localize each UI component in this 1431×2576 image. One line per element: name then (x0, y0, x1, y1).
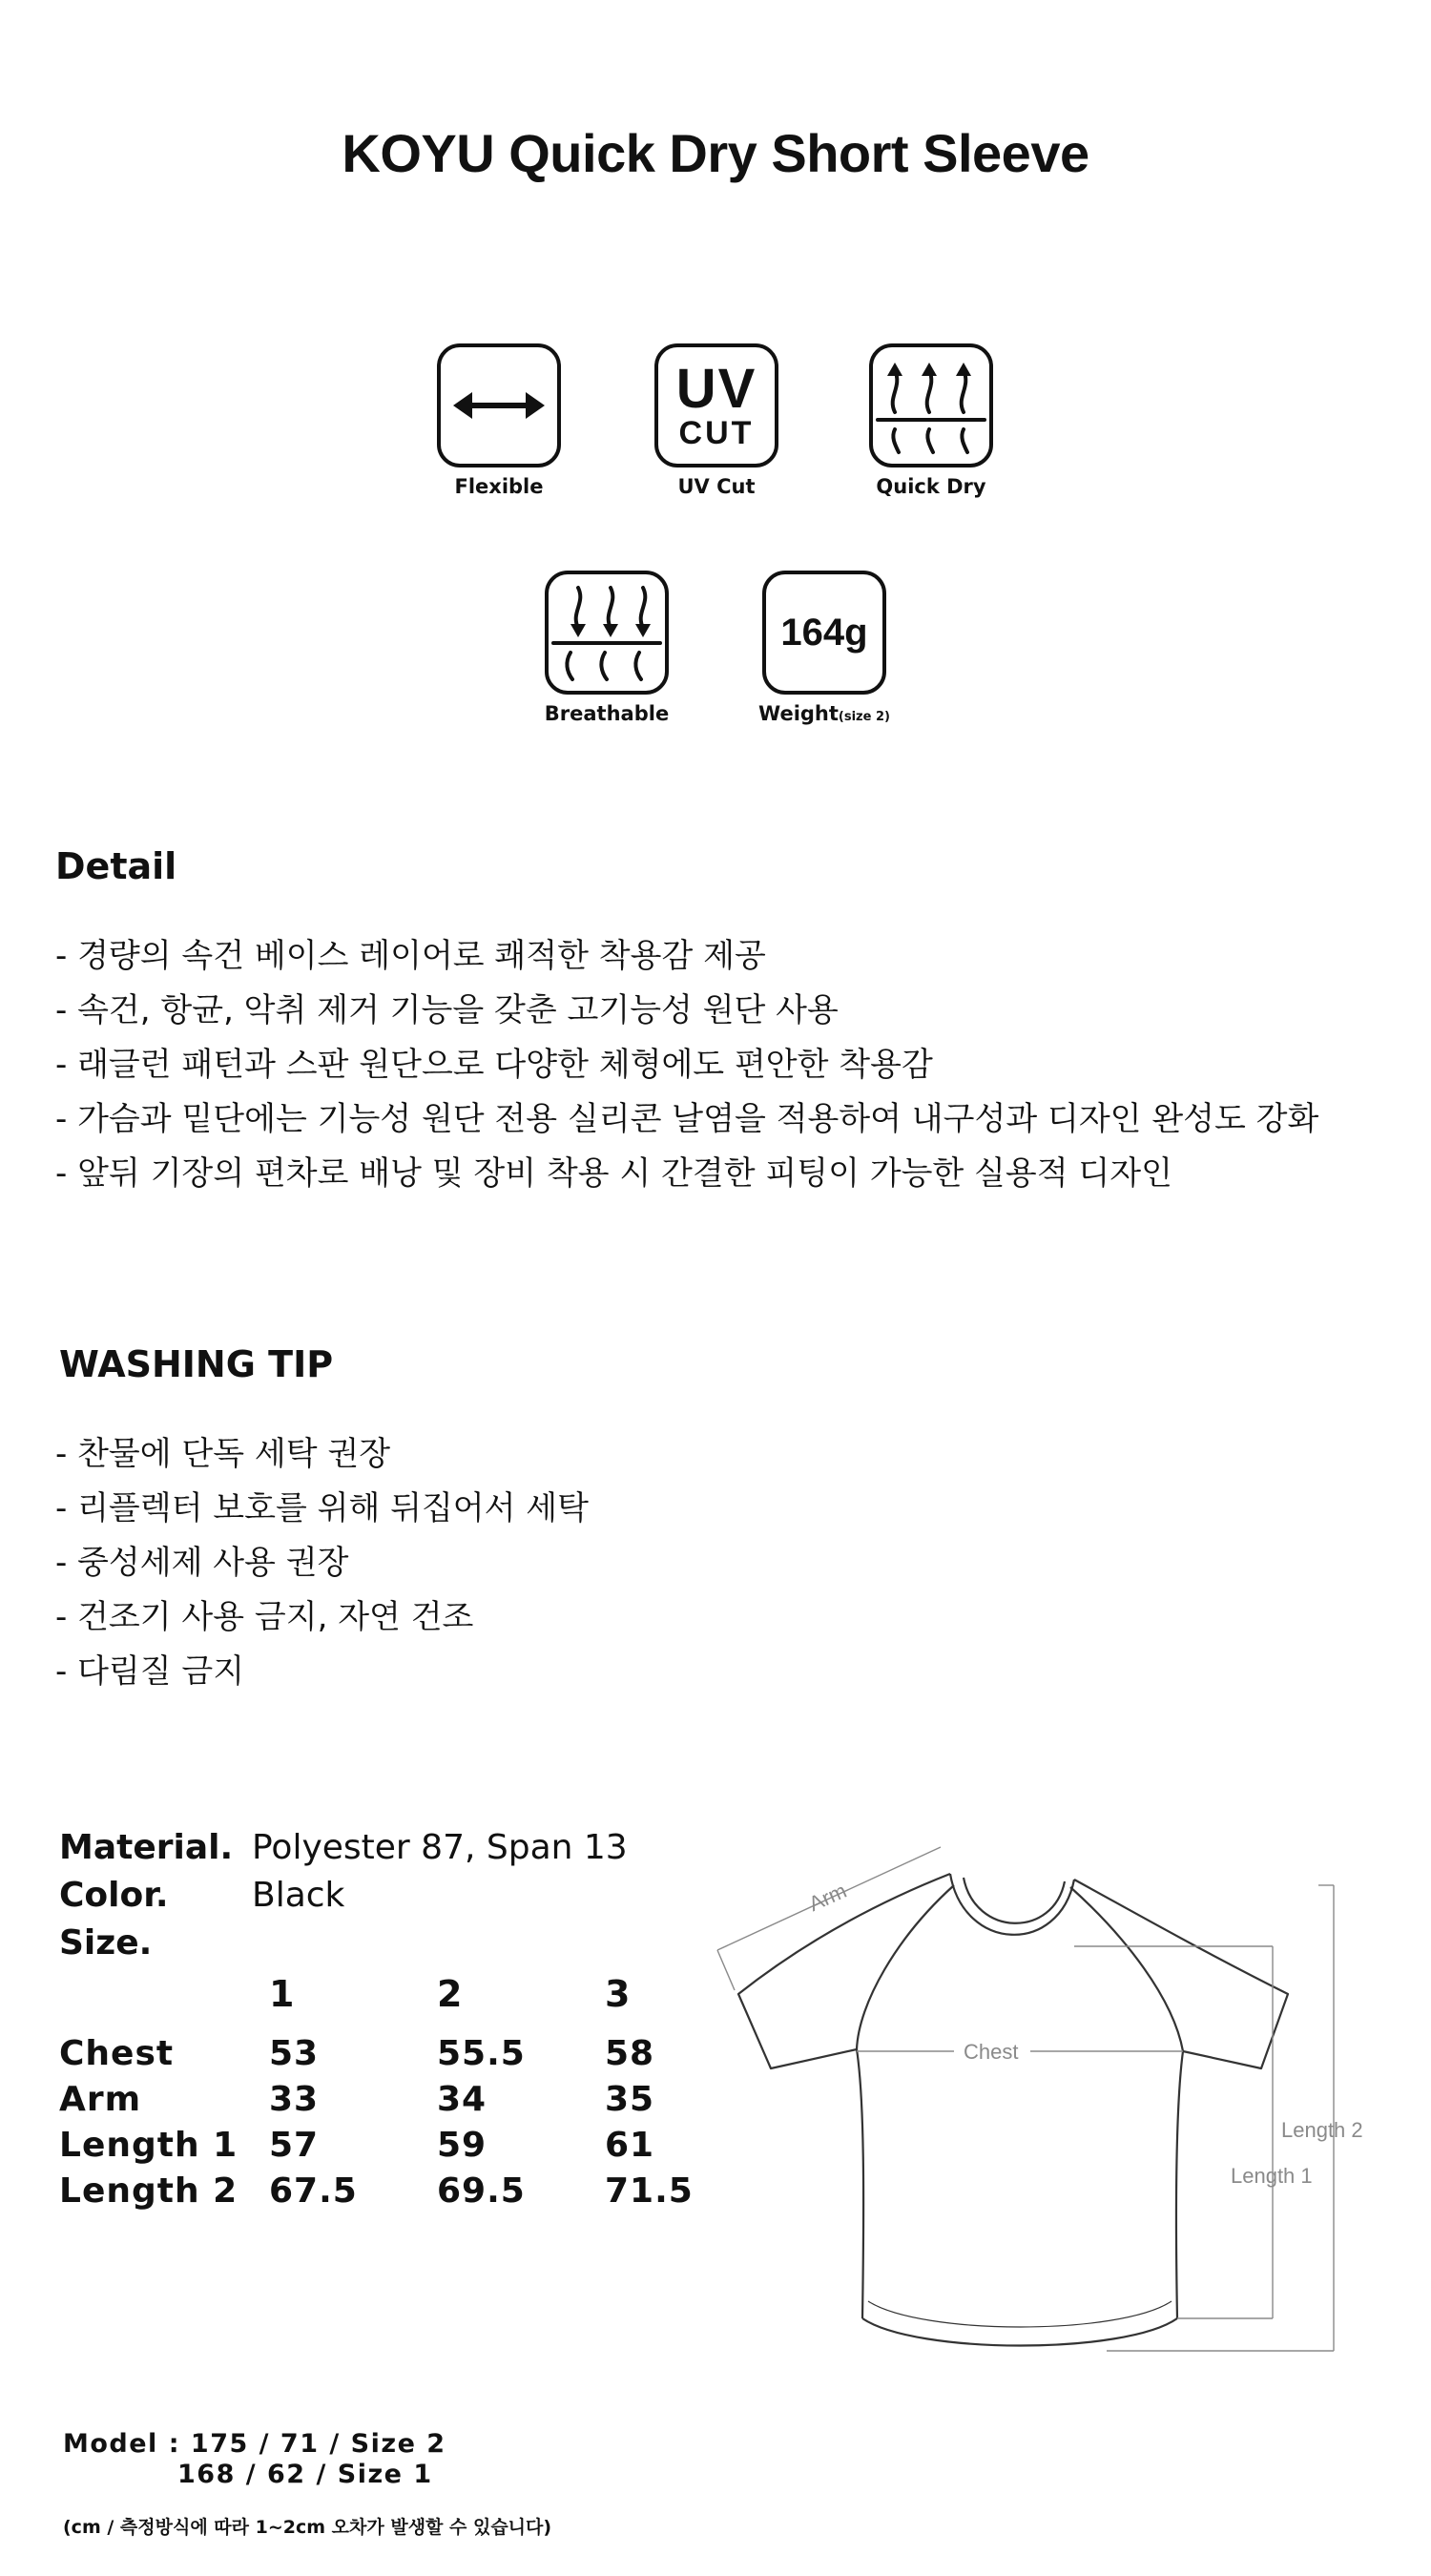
feature-flexible (413, 343, 585, 498)
length2-label: Length 2 (1281, 2118, 1363, 2142)
detail-list (55, 929, 1318, 1201)
table-cell: 34 (437, 2080, 487, 2119)
table-cell: 35 (605, 2080, 655, 2119)
row-label-chest: Chest (59, 2034, 175, 2073)
list-item: - 중성세제 사용 권장 (55, 1544, 349, 1582)
weight-value: 164g (780, 611, 868, 654)
arm-measure-tick-left (717, 1950, 735, 1990)
cut-text: CUT (678, 415, 755, 451)
list-item: - 래글런 패턴과 스판 원단으로 다양한 체형에도 편안한 착용감 (55, 1046, 933, 1084)
double-arrow-icon (437, 343, 561, 467)
model-line-2: 168 / 62 / Size 1 (177, 2460, 433, 2489)
color-label: Color. (59, 1876, 169, 1915)
list-item: - 앞뒤 기장의 편차로 배낭 및 장비 착용 시 간결한 피팅이 가능한 실용적 디자인 (55, 1154, 1172, 1193)
feature-uv-cut (631, 343, 802, 498)
table-cell: 53 (269, 2034, 320, 2073)
chest-label: Chest (964, 2040, 1019, 2064)
size-header-1: 1 (269, 1973, 295, 2015)
arm-label: Arm (805, 1878, 851, 1917)
uv-text: UV (675, 358, 757, 420)
list-item: - 다림질 금지 (55, 1652, 245, 1691)
list-item: - 가슴과 밑단에는 기능성 원단 전용 실리콘 날염을 적용하여 내구성과 디자인 완성도 강화 (55, 1100, 1319, 1138)
hem (862, 2318, 1177, 2346)
table-cell: 59 (437, 2126, 487, 2165)
measurement-note: (cm / 측정방식에 따라 1~2cm 오차가 발생할 수 있습니다) (63, 2517, 552, 2538)
washing-list (55, 1427, 589, 1699)
length1-label: Length 1 (1231, 2164, 1313, 2188)
list-item: - 경량의 속건 베이스 레이어로 쾌적한 착용감 제공 (55, 937, 766, 975)
table-cell: 61 (605, 2126, 655, 2165)
collar-inner (964, 1878, 1065, 1923)
table-cell: 58 (605, 2034, 655, 2073)
breathable-icon (545, 571, 669, 695)
tshirt-diagram (706, 1832, 1393, 2366)
body-right (1176, 2051, 1183, 2318)
feature-label: Weight (758, 702, 839, 725)
size-header-3: 3 (605, 1973, 631, 2015)
size-label: Size. (59, 1923, 153, 1963)
material-label: Material. (59, 1828, 234, 1867)
list-item: - 건조기 사용 금지, 자연 건조 (55, 1598, 474, 1636)
left-sleeve (738, 1874, 950, 2068)
feature-label: UV Cut (677, 475, 756, 498)
washing-heading: WASHING TIP (59, 1343, 334, 1385)
size-header-2: 2 (437, 1973, 463, 2015)
feature-label: Quick Dry (876, 475, 986, 498)
feature-weight (738, 571, 910, 725)
material-value: Polyester 87, Span 13 (252, 1828, 628, 1867)
weight-icon (762, 571, 886, 695)
feature-label-note: (size 2) (838, 710, 890, 724)
list-item: - 속건, 항균, 악취 제거 기능을 갖춘 고기능성 원단 사용 (55, 991, 839, 1029)
feature-label: Breathable (544, 702, 670, 725)
page-title: KOYU Quick Dry Short Sleeve (342, 123, 1089, 183)
feature-quick-dry (845, 343, 1017, 498)
list-item: - 찬물에 단독 세탁 권장 (55, 1435, 391, 1473)
table-cell: 57 (269, 2126, 320, 2165)
row-label-length1: Length 1 (59, 2126, 238, 2165)
list-item: - 리플렉터 보호를 위해 뒤집어서 세탁 (55, 1489, 589, 1527)
detail-heading: Detail (55, 845, 177, 887)
row-label-length2: Length 2 (59, 2171, 238, 2211)
table-cell: 67.5 (269, 2171, 358, 2211)
table-cell: 55.5 (437, 2034, 526, 2073)
raglan-seam-right (1070, 1887, 1183, 2051)
table-cell: 33 (269, 2080, 320, 2119)
table-cell: 69.5 (437, 2171, 526, 2211)
feature-label: Flexible (454, 475, 544, 498)
color-value: Black (252, 1876, 345, 1915)
model-line-1: Model : 175 / 71 / Size 2 (63, 2429, 446, 2459)
uv-cut-icon (654, 343, 778, 467)
body-left (857, 2049, 863, 2318)
row-label-arm: Arm (59, 2080, 142, 2119)
hem-stitch (868, 2301, 1172, 2327)
feature-breathable (521, 571, 693, 725)
table-cell: 71.5 (605, 2171, 694, 2211)
quick-dry-icon (869, 343, 993, 467)
